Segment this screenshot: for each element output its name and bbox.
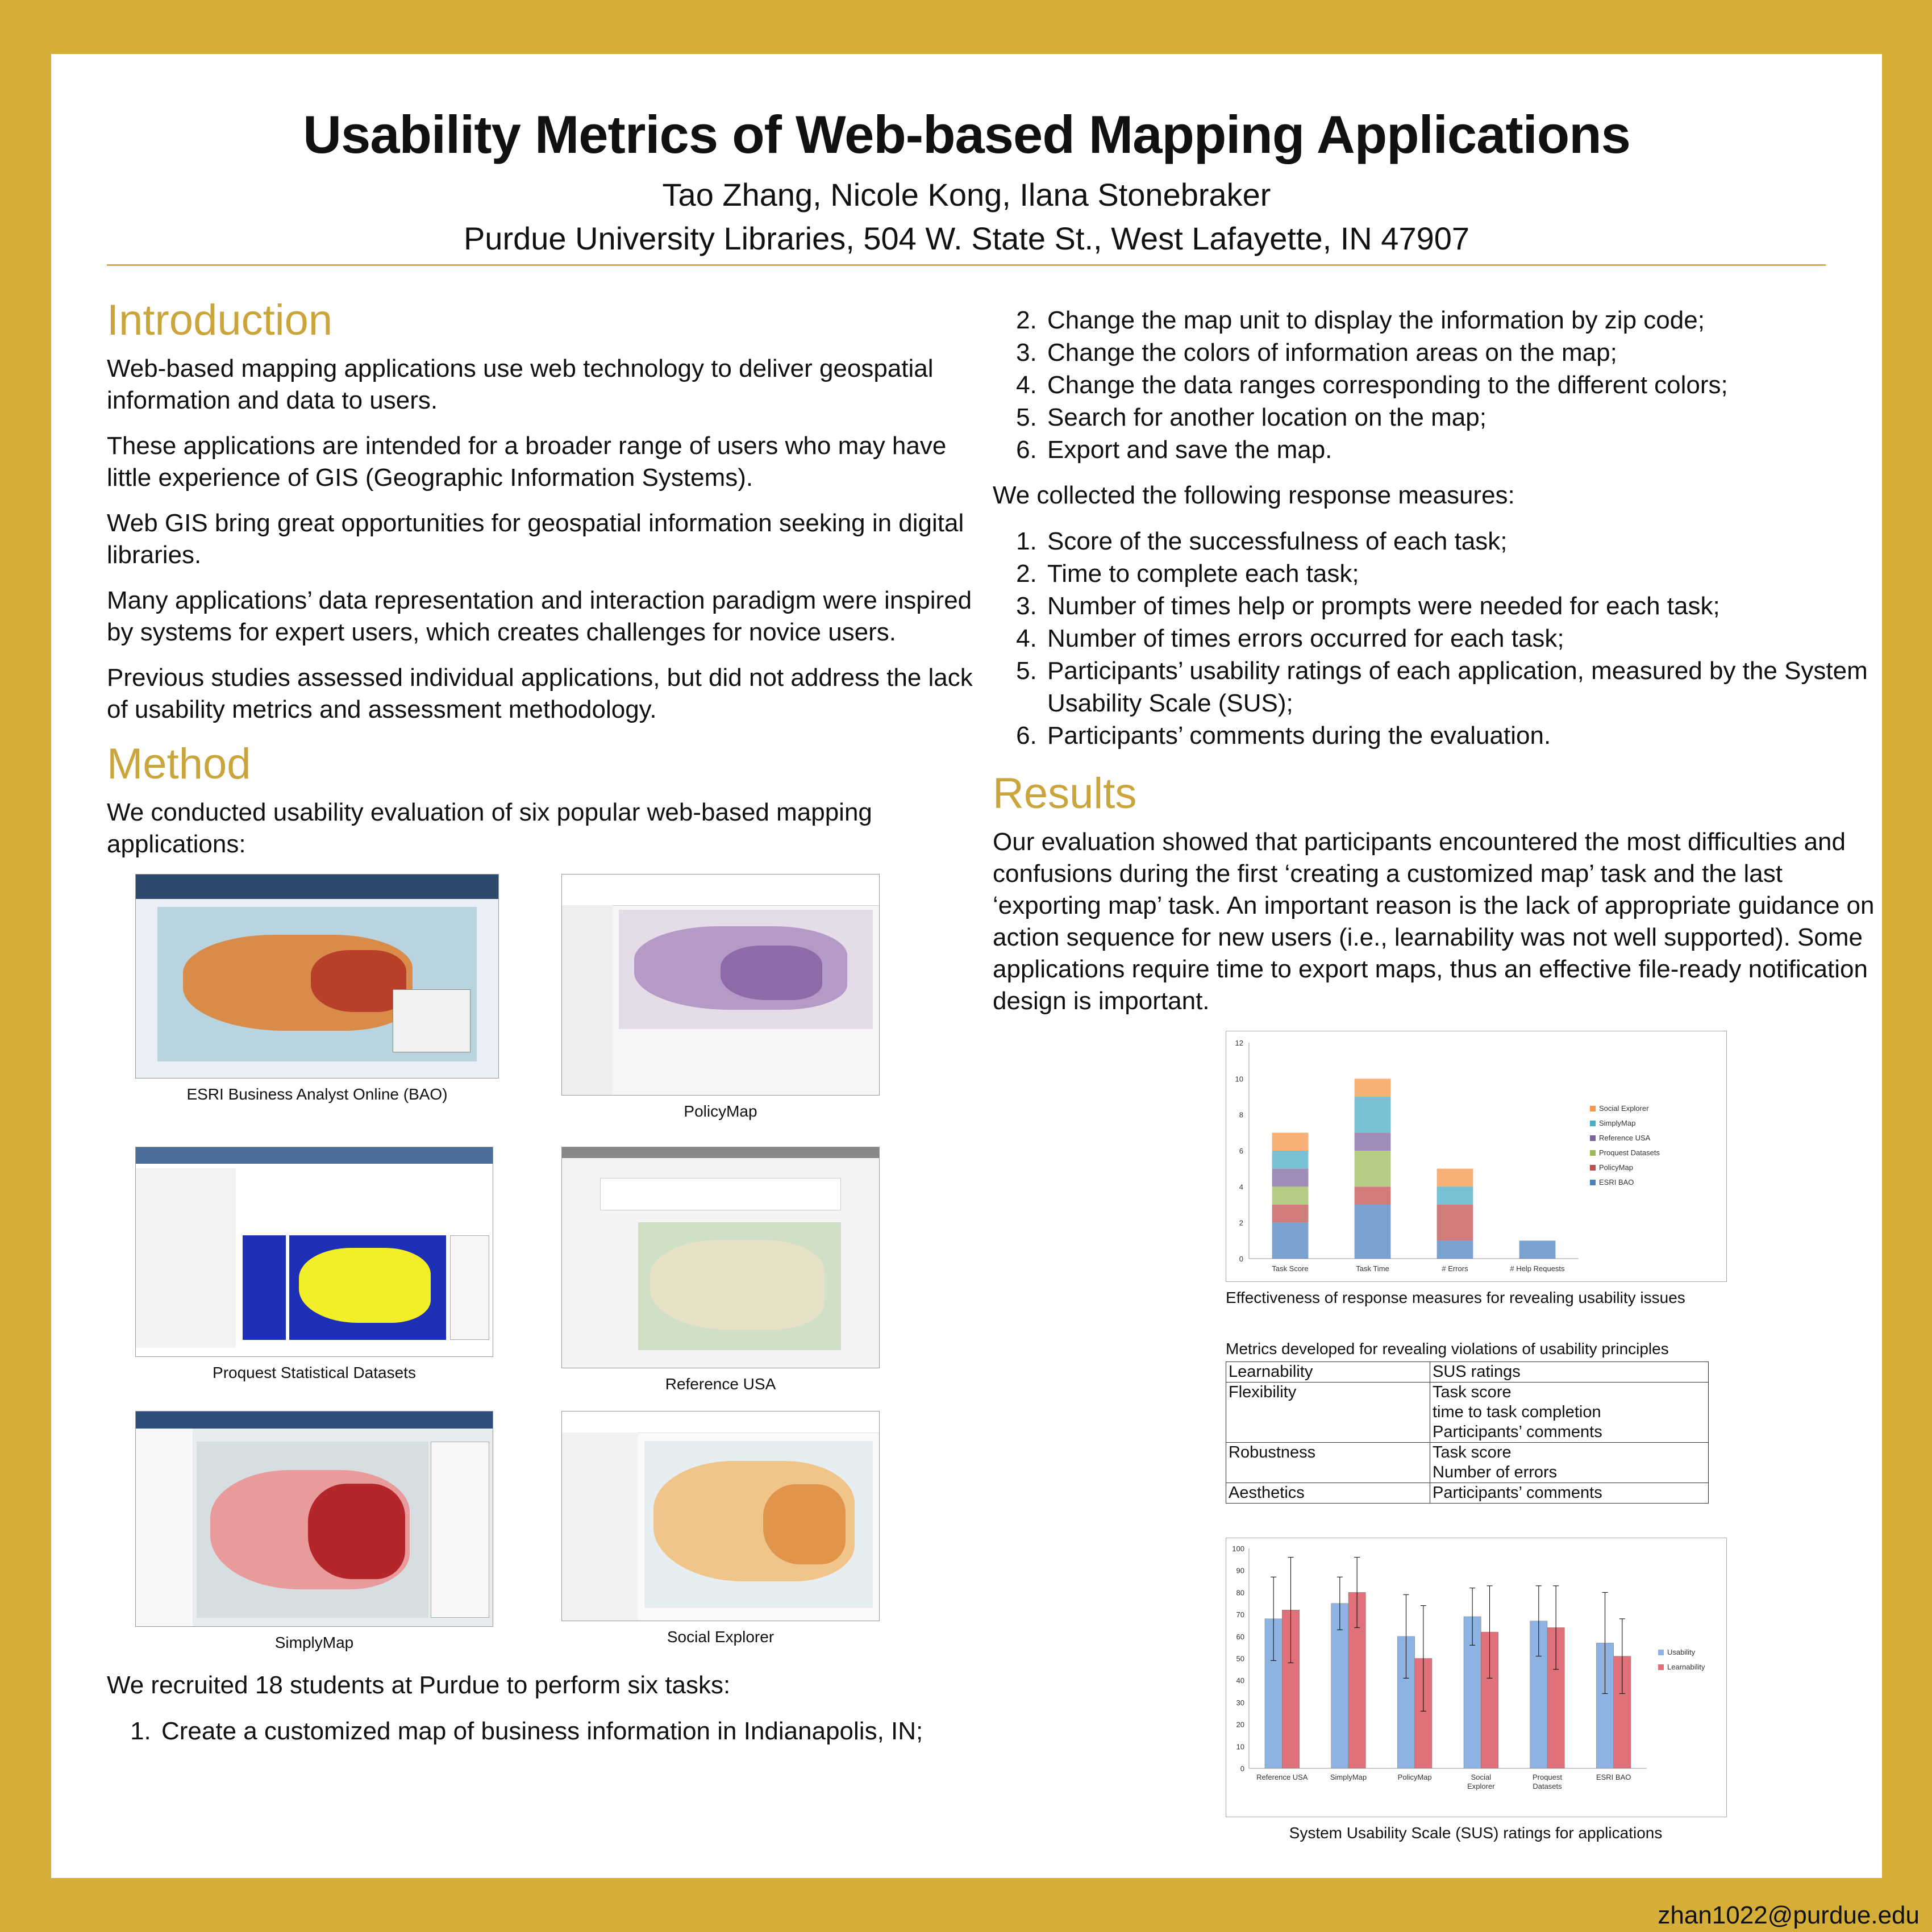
policymap-image xyxy=(561,874,880,1096)
bar-segment xyxy=(1272,1169,1309,1187)
screenshot-caption: Reference USA xyxy=(665,1375,776,1393)
metric-line: Participants’ comments xyxy=(1433,1484,1602,1502)
x-tick-label: Proquest xyxy=(1532,1773,1563,1781)
effectiveness-chart-caption: Effectiveness of response measures for revealing usability issues xyxy=(1226,1289,1685,1306)
legend-label: SimplyMap xyxy=(1599,1119,1636,1127)
intro-paragraph: Web GIS bring great opportunities for geospatial information seeking in digital libraries. xyxy=(107,509,964,569)
sus-chart-block xyxy=(1226,1538,1726,1842)
task-item: 3. Change the colors of information areas on the map; xyxy=(1044,336,1879,369)
proquest-image xyxy=(135,1147,493,1357)
bar-segment xyxy=(1355,1205,1391,1259)
legend-swatch xyxy=(1590,1106,1596,1111)
legend-swatch xyxy=(1590,1121,1596,1126)
poster-title: Usability Metrics of Web-based Mapping Applications xyxy=(303,105,1630,164)
results-heading: Results xyxy=(993,769,1137,818)
y-tick-label: 6 xyxy=(1239,1147,1243,1155)
authors: Tao Zhang, Nicole Kong, Ilana Stonebraker xyxy=(662,177,1271,213)
effectiveness-chart xyxy=(1226,1031,1727,1282)
y-tick-label: 90 xyxy=(1236,1566,1244,1575)
measures-intro: We collected the following response measures: xyxy=(993,481,1515,509)
metric-line: Number of errors xyxy=(1433,1463,1558,1481)
x-tick-label: ESRI BAO xyxy=(1596,1773,1631,1781)
screenshot-reference-usa xyxy=(561,1147,880,1393)
measure-item: 6. Participants’ comments during the evaluation. xyxy=(1044,719,1879,752)
x-tick-label: PolicyMap xyxy=(1397,1773,1432,1781)
y-tick-label: 2 xyxy=(1239,1218,1243,1227)
social-explorer-image xyxy=(561,1411,880,1621)
measure-item: 5. Participants’ usability ratings of each application, measured by the System Usability Scale (SUS); xyxy=(1044,655,1879,719)
metric-line: Participants’ comments xyxy=(1433,1423,1602,1441)
x-tick-label: Task Time xyxy=(1356,1264,1389,1273)
task-item: 2. Change the map unit to display the information by zip code; xyxy=(1044,304,1879,336)
screenshot-policymap xyxy=(561,874,880,1121)
legend-swatch xyxy=(1590,1150,1596,1156)
y-tick-label: 0 xyxy=(1239,1255,1243,1263)
y-tick-label: 100 xyxy=(1232,1544,1244,1553)
measure-item: 3. Number of times help or prompts were needed for each task; xyxy=(1044,590,1879,622)
y-tick-label: 8 xyxy=(1239,1110,1243,1119)
metric-line: Task score xyxy=(1433,1383,1512,1401)
measure-item: 4. Number of times errors occurred for each task; xyxy=(1044,622,1879,655)
table-row xyxy=(1226,1362,1709,1383)
intro-paragraph: Previous studies assessed individual applications, but did not address the lack of usability metrics and assessment methodology. xyxy=(107,664,973,723)
x-tick-label: Datasets xyxy=(1533,1782,1562,1791)
table-row xyxy=(1226,1383,1709,1443)
metrics-table-title: Metrics developed for revealing violations of usability principles xyxy=(1226,1340,1669,1358)
method-intro: We conducted usability evaluation of six popular web-based mapping applications: xyxy=(107,798,872,858)
metrics-table xyxy=(1226,1361,1709,1504)
metric-line: time to task completion xyxy=(1433,1403,1601,1421)
task-list-continued xyxy=(993,304,1879,466)
measure-item: 1. Score of the successfulness of each task; xyxy=(1044,525,1879,557)
task-list-first xyxy=(107,1715,982,1747)
right-column xyxy=(993,304,1879,1842)
task-item: 6. Export and save the map. xyxy=(1044,434,1879,466)
results-text: Our evaluation showed that participants encountered the most difficulties and confusions during the first ‘creating a customized map’ task and the last ‘exporting map’ task. An important reason is the lack of appropriate guidance on action sequence for new users (i.e., learnability was not well supported). Some applications require time to export maps, thus an effective file-ready notification design is important. xyxy=(993,828,1875,1015)
recruit-text: We recruited 18 students at Purdue to perform six tasks: xyxy=(107,1671,731,1699)
metric-line: SUS ratings xyxy=(1433,1363,1521,1381)
x-tick-label: Social xyxy=(1471,1773,1492,1781)
y-tick-label: 30 xyxy=(1236,1698,1244,1707)
affiliation: Purdue University Libraries, 504 W. State St., West Lafayette, IN 47907 xyxy=(463,220,1470,256)
task-item: 4. Change the data ranges corresponding to the different colors; xyxy=(1044,369,1879,401)
bar-segment xyxy=(1272,1186,1309,1205)
screenshot-caption: PolicyMap xyxy=(684,1102,757,1120)
x-tick-label: # Errors xyxy=(1442,1264,1468,1273)
measure-item: 2. Time to complete each task; xyxy=(1044,557,1879,590)
legend-label: Reference USA xyxy=(1599,1134,1651,1142)
task-item: 5. Search for another location on the map; xyxy=(1044,401,1879,434)
screenshot-caption: Proquest Statistical Datasets xyxy=(213,1364,416,1381)
principle-cell: Learnability xyxy=(1226,1362,1430,1383)
y-tick-label: 40 xyxy=(1236,1676,1244,1685)
screenshot-proquest xyxy=(135,1147,493,1382)
metrics-cell xyxy=(1430,1362,1709,1383)
metrics-table-block xyxy=(1226,1340,1879,1504)
intro-paragraph: Many applications’ data representation and interaction paradigm were inspired by systems for expert users, which creates challenges for novice users. xyxy=(107,586,972,646)
table-row xyxy=(1226,1483,1709,1504)
bar-segment xyxy=(1437,1240,1473,1259)
legend-label: Usability xyxy=(1667,1648,1696,1656)
screenshot-esri-bao xyxy=(135,874,499,1104)
metrics-cell xyxy=(1430,1483,1709,1504)
x-tick-label: Explorer xyxy=(1467,1782,1495,1791)
y-tick-label: 20 xyxy=(1236,1720,1244,1729)
x-tick-label: # Help Requests xyxy=(1510,1264,1565,1273)
y-tick-label: 0 xyxy=(1240,1764,1244,1773)
x-tick-label: Reference USA xyxy=(1256,1773,1308,1781)
legend-label: ESRI BAO xyxy=(1599,1178,1634,1186)
bar-segment xyxy=(1355,1186,1391,1205)
y-tick-label: 10 xyxy=(1236,1742,1244,1751)
legend-label: Social Explorer xyxy=(1599,1104,1649,1113)
intro-paragraph: These applications are intended for a broader range of users who may have little experience of GIS (Geographic Information Systems). xyxy=(107,432,947,492)
screenshot-caption: ESRI Business Analyst Online (BAO) xyxy=(186,1085,448,1103)
legend-swatch xyxy=(1590,1135,1596,1141)
bar-segment xyxy=(1355,1079,1391,1097)
introduction-heading: Introduction xyxy=(107,296,333,344)
bar-segment xyxy=(1355,1132,1391,1151)
sus-chart-caption: System Usability Scale (SUS) ratings for applications xyxy=(1289,1824,1663,1842)
legend-swatch xyxy=(1590,1165,1596,1171)
method-heading: Method xyxy=(107,740,251,788)
bar-segment xyxy=(1437,1186,1473,1205)
bar-segment xyxy=(1272,1205,1309,1223)
legend-swatch xyxy=(1658,1664,1664,1670)
effectiveness-chart-svg xyxy=(1226,1031,1726,1281)
reference-usa-image xyxy=(561,1147,880,1368)
bar-segment xyxy=(1355,1097,1391,1132)
principle-cell: Robustness xyxy=(1226,1443,1430,1483)
y-tick-label: 50 xyxy=(1236,1654,1244,1663)
y-tick-label: 80 xyxy=(1236,1588,1244,1597)
screenshot-grid xyxy=(107,874,982,1664)
x-tick-label: Task Score xyxy=(1272,1264,1309,1273)
x-tick-label: SimplyMap xyxy=(1330,1773,1367,1781)
left-column xyxy=(107,295,982,1747)
bar-segment xyxy=(1272,1151,1309,1169)
y-tick-label: 10 xyxy=(1235,1075,1243,1084)
bar-segment xyxy=(1519,1240,1556,1259)
legend-swatch xyxy=(1658,1650,1664,1655)
principle-cell: Flexibility xyxy=(1226,1383,1430,1443)
task-item: 1. Create a customized map of business information in Indianapolis, IN; xyxy=(158,1715,982,1747)
bar-segment xyxy=(1437,1205,1473,1240)
measures-list xyxy=(993,525,1879,752)
effectiveness-chart-block xyxy=(1226,1031,1726,1307)
metric-line: Task score xyxy=(1433,1443,1512,1462)
bar-segment xyxy=(1437,1169,1473,1187)
bar-segment xyxy=(1272,1223,1309,1259)
legend-swatch xyxy=(1590,1180,1596,1185)
simplymap-image xyxy=(135,1411,493,1627)
y-tick-label: 4 xyxy=(1239,1182,1243,1192)
principle-cell: Aesthetics xyxy=(1226,1483,1430,1504)
legend-label: Proquest Datasets xyxy=(1599,1148,1660,1157)
screenshot-caption: SimplyMap xyxy=(274,1634,354,1651)
metrics-cell xyxy=(1430,1383,1709,1443)
table-row xyxy=(1226,1443,1709,1483)
poster xyxy=(51,54,1882,1878)
bar-segment xyxy=(1272,1132,1309,1151)
screenshot-caption: Social Explorer xyxy=(667,1628,775,1646)
metrics-cell xyxy=(1430,1443,1709,1483)
y-tick-label: 60 xyxy=(1236,1632,1244,1641)
legend-label: Learnability xyxy=(1667,1663,1705,1671)
legend-label: PolicyMap xyxy=(1599,1163,1633,1172)
y-tick-label: 12 xyxy=(1235,1039,1243,1047)
title-divider xyxy=(107,264,1826,266)
sus-chart xyxy=(1226,1538,1727,1817)
screenshot-simplymap xyxy=(135,1411,493,1652)
bar-segment xyxy=(1355,1151,1391,1186)
intro-paragraph: Web-based mapping applications use web technology to deliver geospatial information and data to users. xyxy=(107,355,934,414)
screenshot-social-explorer xyxy=(561,1411,880,1646)
esri-bao-image xyxy=(135,874,499,1079)
y-tick-label: 70 xyxy=(1236,1610,1244,1619)
contact-email: zhan1022@purdue.edu xyxy=(1658,1901,1919,1929)
sus-chart-svg xyxy=(1226,1538,1726,1817)
